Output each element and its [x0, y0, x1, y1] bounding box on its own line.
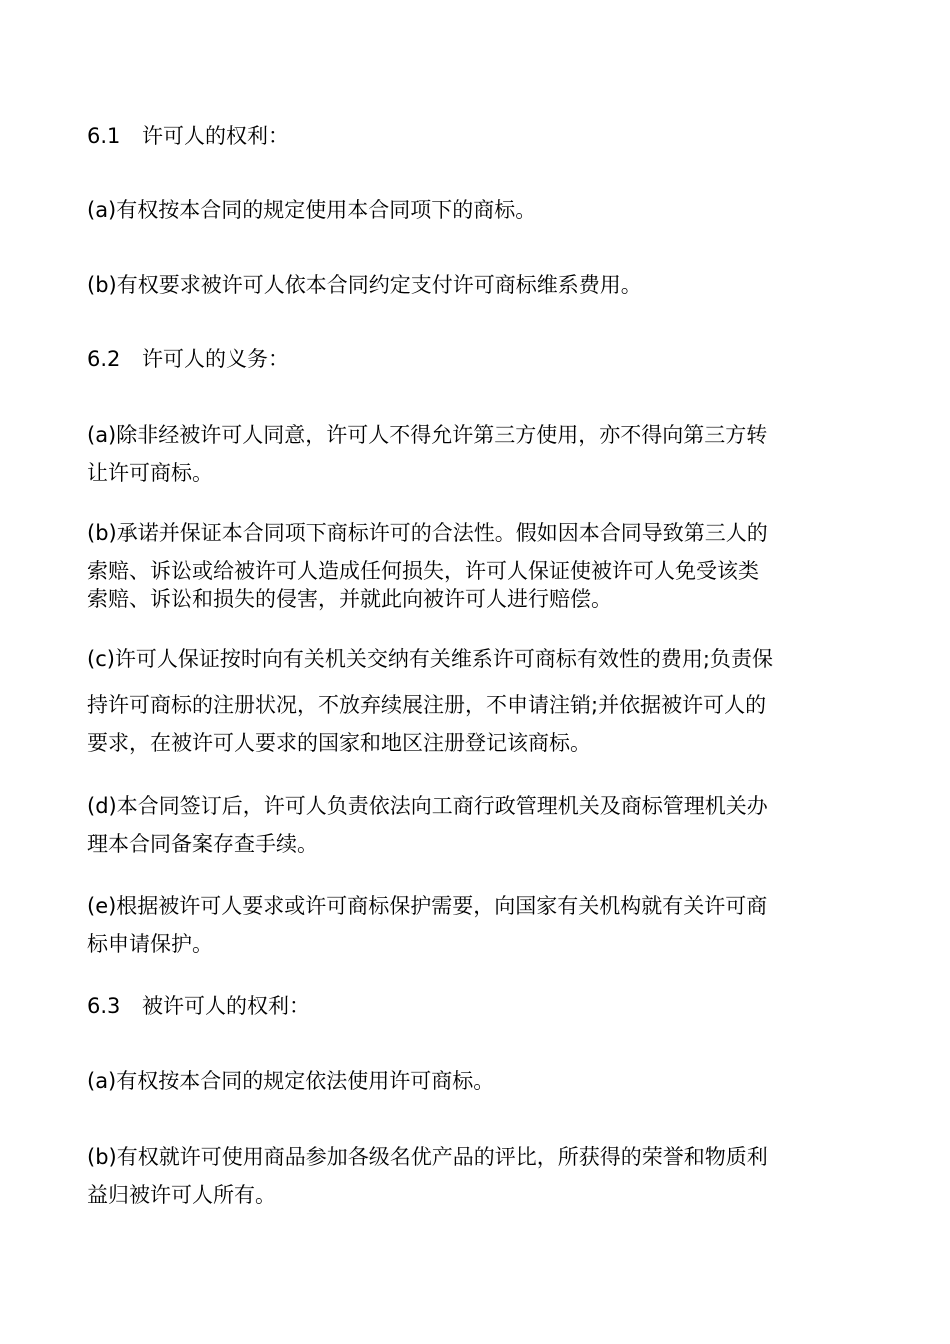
- clause-6-3-a: [87, 1062, 877, 1100]
- clause-line: (a)有权按本合同的规定使用本合同项下的商标。: [87, 198, 537, 222]
- section-title: 许可人的权利：: [142, 124, 289, 148]
- clause-line: 让许可商标。: [87, 461, 213, 485]
- clause-line: 索赔、诉讼或给被许可人造成任何损失，许可人保证使被许可人免受该类: [87, 559, 759, 583]
- clause-6-1-a: [87, 191, 877, 229]
- section-6-3-heading: [87, 987, 877, 1025]
- clause-line: 要求，在被许可人要求的国家和地区注册登记该商标。: [87, 731, 591, 755]
- clause-line: (a)有权按本合同的规定依法使用许可商标。: [87, 1069, 495, 1093]
- clause-line: 标申请保护。: [87, 932, 213, 956]
- section-title: 许可人的义务：: [142, 347, 289, 371]
- section-number: 6.2: [87, 347, 121, 371]
- clause-6-2-e: [87, 887, 877, 963]
- clause-6-2-a: [87, 416, 877, 492]
- clause-line: (b)有权要求被许可人依本合同约定支付许可商标维系费用。: [87, 273, 642, 297]
- section-number: 6.3: [87, 994, 121, 1018]
- clause-6-3-b: [87, 1138, 877, 1214]
- clause-line: (b)有权就许可使用商品参加各级名优产品的评比，所获得的荣誉和物质利: [87, 1145, 768, 1169]
- clause-line: (b)承诺并保证本合同项下商标许可的合法性。假如因本合同导致第三人的: [87, 521, 768, 545]
- clause-line: 持许可商标的注册状况，不放弃续展注册，不申请注销;并依据被许可人的: [87, 693, 767, 717]
- section-6-1-heading: [87, 117, 877, 155]
- clause-6-1-b: [87, 266, 877, 304]
- clause-line: (d)本合同签订后，许可人负责依法向工商行政管理机关及商标管理机关办: [87, 794, 768, 818]
- clause-line: (c)许可人保证按时向有关机关交纳有关维系许可商标有效性的费用;负责保: [87, 647, 774, 671]
- section-number: 6.1: [87, 124, 121, 148]
- clause-line: (e)根据被许可人要求或许可商标保护需要，向国家有关机构就有关许可商: [87, 894, 768, 918]
- section-title: 被许可人的权利：: [142, 994, 310, 1018]
- clause-line: (a)除非经被许可人同意，许可人不得允许第三方使用，亦不得向第三方转: [87, 423, 768, 447]
- clause-6-2-c: [87, 640, 877, 762]
- clause-line: 索赔、诉讼和损失的侵害，并就此向被许可人进行赔偿。: [87, 587, 612, 611]
- section-6-2-heading: [87, 340, 877, 378]
- clause-line: 益归被许可人所有。: [87, 1183, 276, 1207]
- clause-6-2-d: [87, 787, 877, 863]
- clause-6-2-b: [87, 514, 877, 618]
- clause-line: 理本合同备案存查手续。: [87, 832, 318, 856]
